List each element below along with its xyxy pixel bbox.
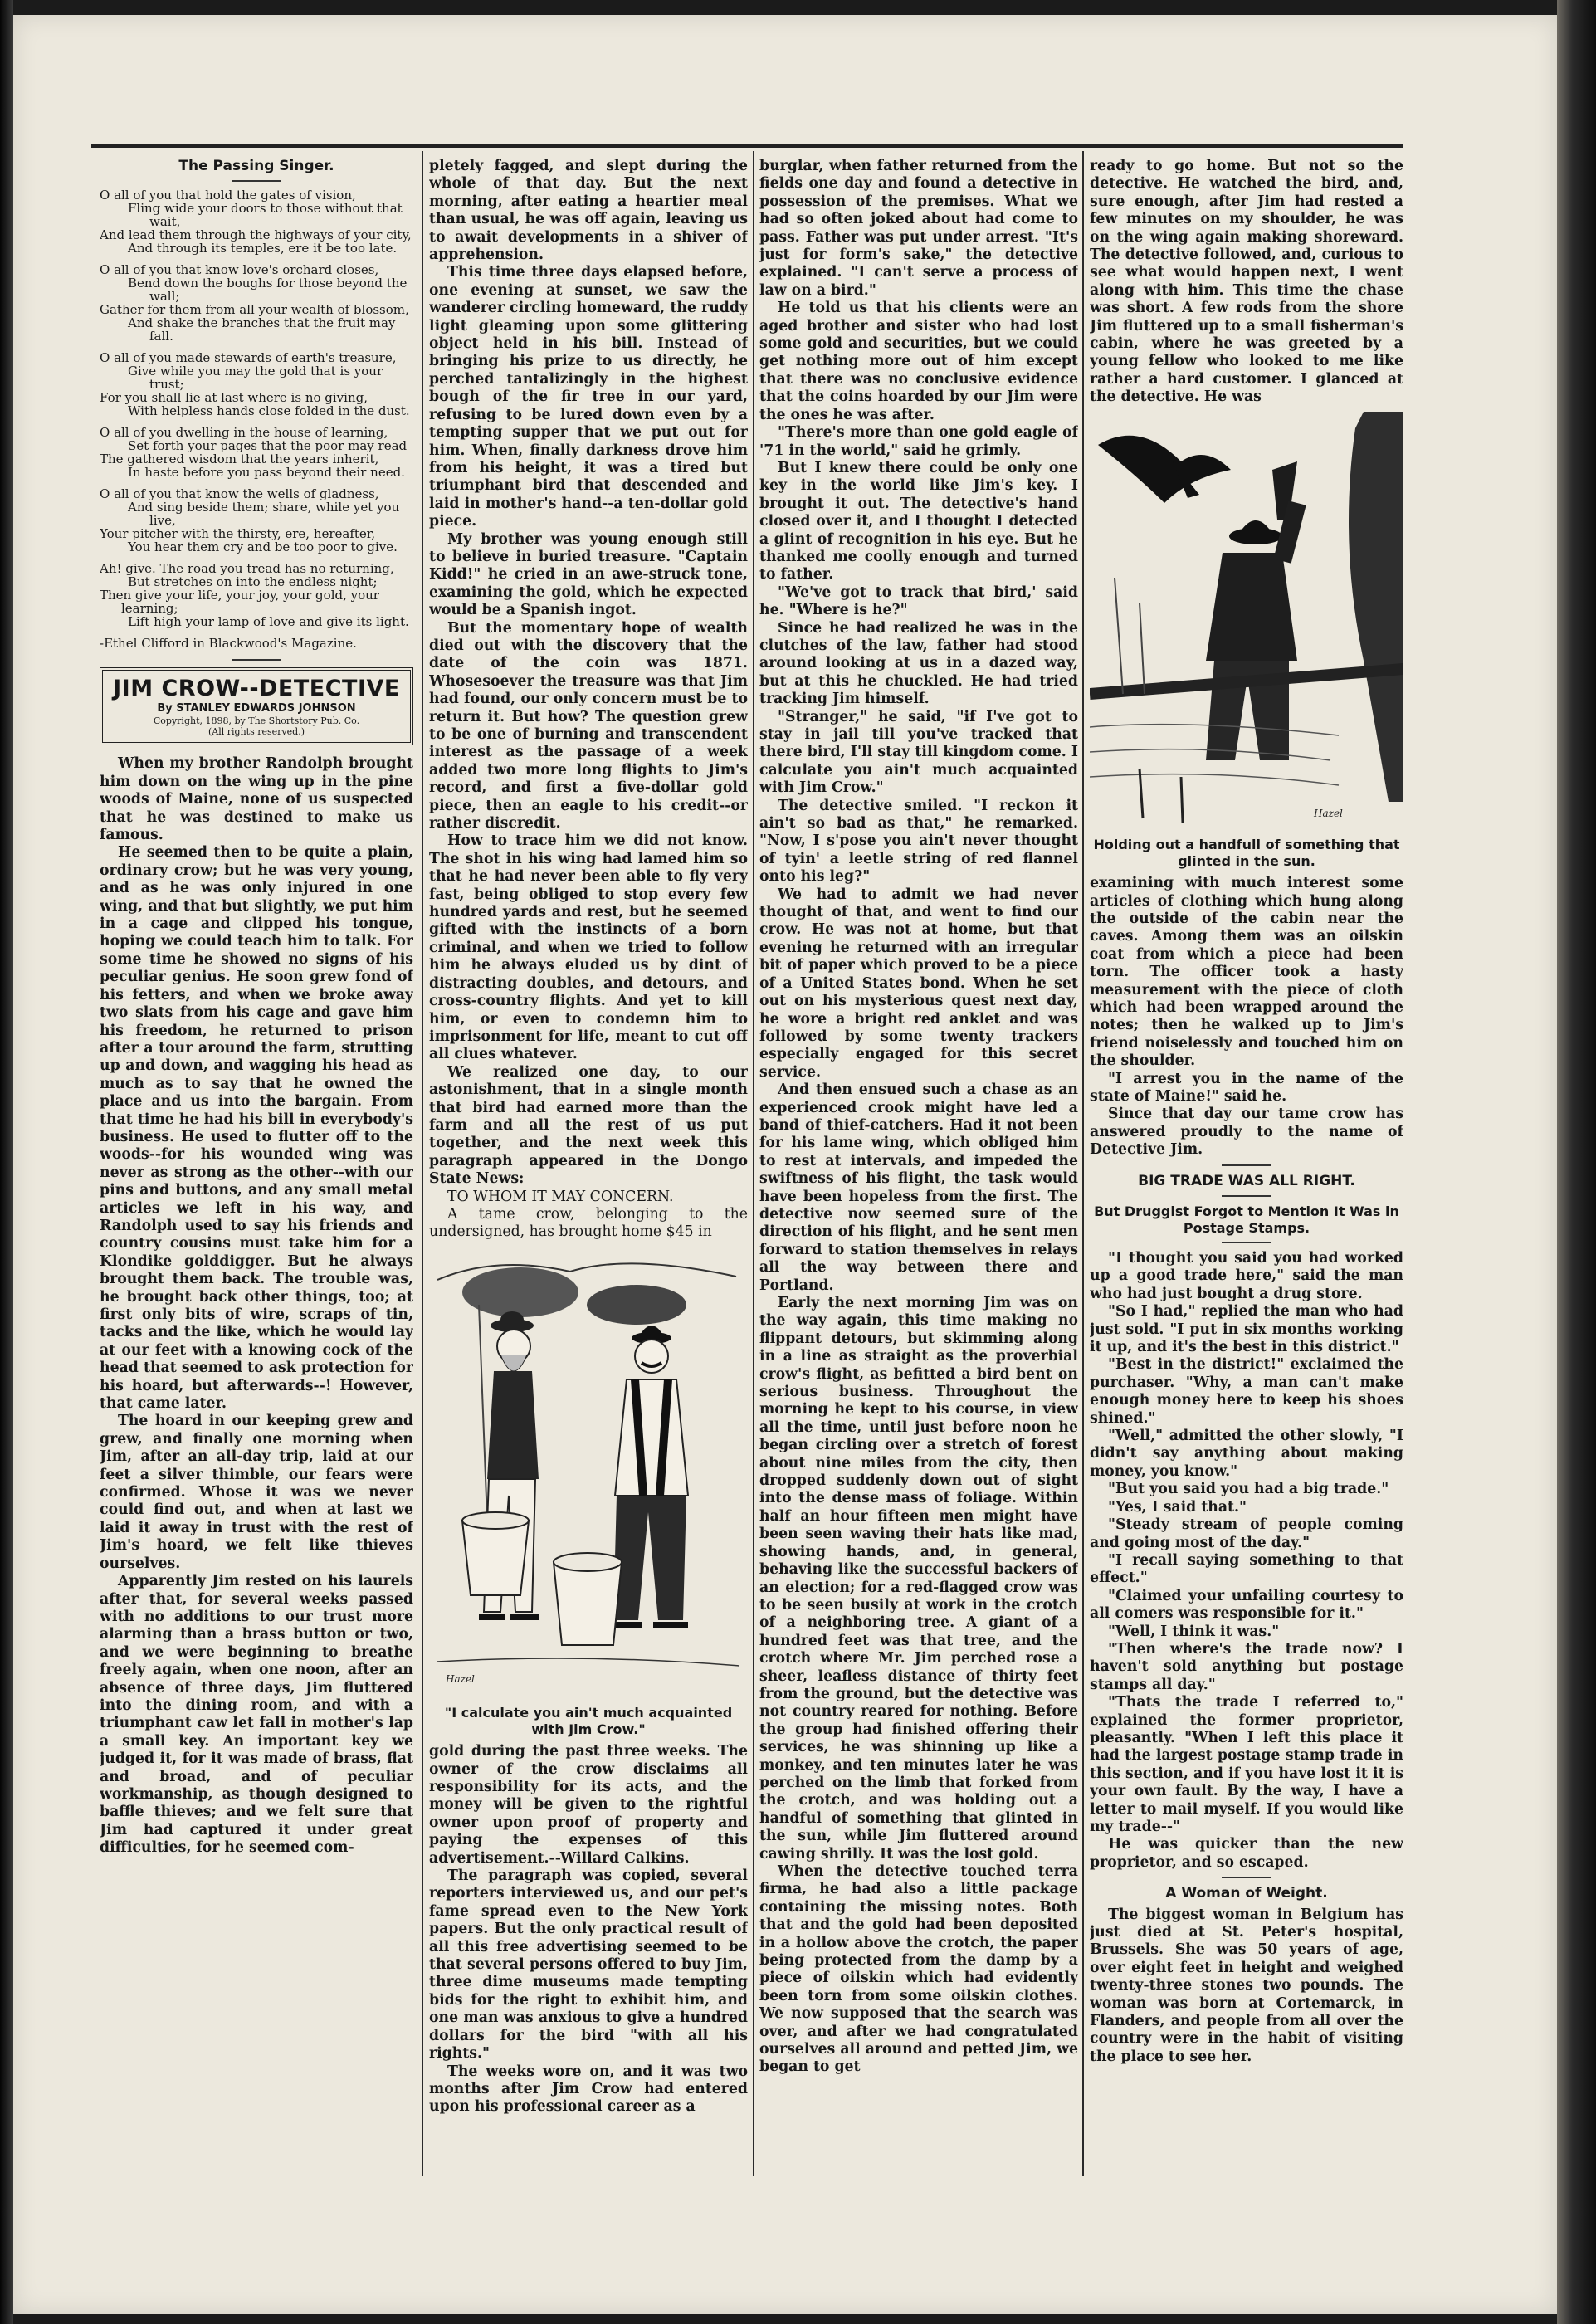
illustration-men-with-pails <box>429 1247 748 1700</box>
poem <box>100 188 413 628</box>
poem-line: You hear them cry and be too poor to give. <box>128 540 398 555</box>
paragraph: When the detective touched terra firma, he had also a little package containing the missing notes. Both that and the gold had been deposited in a hollow above the crotch, the paper being protected from the damp by a piece of oilskin which had evidently been torn from some oilskin clothes. We now supposed that the search was over, and after we had congratulated ourselves all around and petted Jim, we began to get <box>759 1863 1078 2076</box>
scan-right-edge <box>1557 0 1596 2324</box>
poem-stanza <box>100 426 413 479</box>
paragraph: "Then where's the trade now? I haven't sold anything but postage stamps all day." <box>1090 1640 1403 1693</box>
paragraph: "But you said you had a big trade." <box>1108 1481 1389 1498</box>
men-illustration <box>429 1247 748 1695</box>
paragraph: "There's more than one gold eagle of '71 in the world," said he grimly. <box>759 424 1078 459</box>
paragraph: Since he had realized he was in the clutches of the law, father had stood around looking at us in a dazed way, but at this he chuckled. He had tried tracking Jim himself. <box>759 619 1078 708</box>
paragraph: "I recall saying something to that effect." <box>1090 1551 1403 1587</box>
poem-line: But stretches on into the endless night; <box>128 574 378 590</box>
divider <box>1222 1164 1271 1166</box>
paragraph: Early the next morning Jim was on the way again, this time making no flippant detours, but skimming along in a line as straight as the proverbial crow's flight, as befitted a bird bent on serious business. Throughout the morning he kept to his course, in view all the time, until just before noon he began circling over a stretch of forest about nine miles from the city, then dropped suddenly down out of sight into the dense mass of foliage. Within half an hour fifteen men might have been seen waving their hats like mad, showing hands, and, in general, behaving like the successful backers of an election; for a red-flagged crow was to be seen busily at work in the crotch of a neighboring tree. A giant of a hundred feet was that tree, and the crotch where Mr. Jim perched rose a sheer, leafless distance of thirty feet from the ground, but the detective was not country reared for nothing. Before the group had finished offering their services, he was shinning up like a monkey, and ten minutes later he was perched on the limb that forked from the crotch, and was holding out a handful of something that glinted in the sun, while Jim fluttered around cawing shrilly. It was the lost gold. <box>759 1295 1078 1863</box>
poem-line: And shake the branches that the fruit may fall. <box>128 315 396 344</box>
poem-stanza <box>100 263 413 343</box>
poem-line: In haste before you pass beyond their need. <box>128 465 405 481</box>
paragraph: The paragraph was copied, several reporters interviewed us, and our pet's fame spread even to the New York papers. But the only practical result of all this free advertising seemed to be that several persons offered to buy Jim, three dime museums made tempting bids for the right to exhibit him, and one man was anxious to give a hundred dollars for the bird "with all his rights." <box>429 1868 748 2063</box>
poem-line: Fling wide your doors to those without that wait, <box>128 201 403 230</box>
paragraph: Since that day our tame crow has answered proudly to the name of Detective Jim. <box>1090 1106 1403 1159</box>
poem-line: For you shall lie at last where is no giving, <box>100 390 368 406</box>
poem-line: And lead them through the highways of your city, <box>100 227 412 243</box>
poem-line: Bend down the boughs for those beyond the wall; <box>128 276 408 305</box>
column-rule <box>422 151 423 2176</box>
divider <box>232 659 281 661</box>
poem-line: O all of you dwelling in the house of learning, <box>100 425 388 441</box>
poem-stanza <box>100 351 413 417</box>
paragraph: My brother was young enough still to believe in buried treasure. "Captain Kidd!" he cried in an awe-struck tone, examining the gold, which he expected would be a Spanish ingot. <box>429 530 748 619</box>
notice-heading: TO WHOM IT MAY CONCERN. <box>447 1188 674 1205</box>
poem-line: Your pitcher with the thirsty, ere, hereafter, <box>100 526 376 542</box>
story-title: JIM CROW--DETECTIVE <box>113 676 400 702</box>
story-rights: (All rights reserved.) <box>208 726 305 738</box>
poem-line: O all of you that know the wells of gladness, <box>100 486 379 502</box>
poem-line: Gather for them from all your wealth of blossom, <box>100 302 409 318</box>
svg-text:Hazel: Hazel <box>446 1672 475 1685</box>
story-copyright: Copyright, 1898, by The Shortstory Pub. Co. <box>153 715 360 727</box>
article-subtitle: But Druggist Forgot to Mention It Was in Postage Stamps. <box>1094 1204 1399 1236</box>
poem-stanza <box>100 487 413 554</box>
paragraph: "Well," admitted the other slowly, "I didn't say anything about making money, you know." <box>1090 1428 1403 1480</box>
paragraph: burglar, when father returned from the fields one day and found a detective in possession of the premises. What we had so often joked about had come to pass. Father was put under arrest. "It's just for form's sake," the detective explained. "I can't serve a process of law on a bird." <box>759 158 1078 299</box>
paragraph: He told us that his clients were an aged brother and sister who had lost some gold and securities, but we could get nothing more out of him except that there was no conclusive evidence that the coins hoarded by our Jim were the ones he was after. <box>759 300 1078 423</box>
paragraph: When my brother Randolph brought him down on the wing up in the pine woods of Maine, none of us suspected that he was destined to make us famous. <box>100 755 413 844</box>
article-title: A Woman of Weight. <box>1165 1885 1328 1902</box>
paragraph: We realized one day, to our astonishment, that in a single month that bird had earned more than the farm and all the rest of us put together, and the next week this paragraph appeared in the Dongo State News: <box>429 1063 748 1188</box>
divider <box>1222 1195 1271 1197</box>
paragraph: But the momentary hope of wealth died out with the discovery that the date of the coin was 1871. Whosesoever the treasure was that Jim had found, our only concern must be to return it. But how? The question grew to be one of burning and transcendent interest as the passage of a week added two more long flights to Jim's record, and first a five-dollar gold piece, then an eagle to his credit--or rather discredit. <box>429 619 748 832</box>
illustration-caption: Holding out a handfull of something that glinted in the sun. <box>1093 837 1400 870</box>
paragraph: "Yes, I said that." <box>1108 1498 1247 1516</box>
svg-text:Hazel: Hazel <box>1314 807 1343 819</box>
poem-line: O all of you that know love's orchard closes, <box>100 262 379 278</box>
poem-line: And sing beside them; share, while yet you live, <box>128 500 400 529</box>
poem-line: With helpless hands close folded in the dust. <box>128 403 410 419</box>
paragraph: pletely fagged, and slept during the whole of that day. But the next morning, after eating a heartier meal than usual, he was off again, leaving us to await developments in a shiver of apprehension. <box>429 158 748 264</box>
paragraph: "We've got to track that bird,' said he. "Where is he?" <box>759 583 1078 619</box>
paragraph: And then ensued such a chase as an experienced crook might have led a band of thief-catchers. Had it not been for his lame wing, which obliged him to rest at intervals, and impeded the swiftness of his flight, the task would have been hopeless from the first. The detective now seemed sure of the direction of his flight, and he sent men forward to station themselves in relays all the way between there and Portland. <box>759 1081 1078 1294</box>
column-2 <box>429 158 748 2175</box>
paragraph: "Claimed your unfailing courtesy to all comers was responsible for it." <box>1090 1587 1403 1623</box>
paragraph: Apparently Jim rested on his laurels after that, for several weeks passed with no additions to our trust more alarming than a brass button or two, and we were beginning to breathe freely again, when one noon, after an absence of three days, Jim fluttered into the dining room, and with a triumphant caw let fall in mother's lap a small key. An important key we judged it, for it was made of brass, flat and broad, and of peculiar workmanship, as though designed to baffle thieves; and we felt sure that Jim had captured it under great difficulties, for he seemed com- <box>100 1573 413 1857</box>
poem-line: And through its temples, ere it be too late. <box>128 241 398 256</box>
paragraph: He seemed then to be quite a plain, ordinary crow; but he was very young, and as he was only injured in one wing, and that but slightly, we put him in a cage and clipped his tongue, hoping we could teach him to talk. For some time he showed no signs of his peculiar genius. He soon grew fond of his fetters, and when we broke away two slats from his cage and gave him his freedom, he returned to prison after a tour around the farm, strutting up and down, and wagging his head as much as to say that he owned the place and us into the bargain. From that time he had his bill in everybody's business. He used to flutter off to the woods--for his wounded wing was never as strong as the other--with our pins and buttons, and any small metal articles we left in his way, and Randolph used to say his friends and country cousins must take him for a Klondike golddigger. But he always brought them back. The trouble was, he brought back other things, too; at first only bits of wire, scraps of tin, tacks and the like, which he would lay at our feet with a knowing cock of the head that seemed to ask protection for his hoard, but afterwards--! However, that came later. <box>100 844 413 1413</box>
poem-line: Set forth your pages that the poor may read <box>128 438 408 454</box>
column-3 <box>759 158 1078 2175</box>
divider <box>1222 1242 1271 1243</box>
paragraph: The weeks wore on, and it was two months after Jim Crow had entered upon his professional career as a <box>429 2063 748 2116</box>
article-title: BIG TRADE WAS ALL RIGHT. <box>1138 1172 1355 1189</box>
paragraph: This time three days elapsed before, one evening at sunset, we saw the wanderer circling homeward, the ruddy light gleaming upon some glittering object held in his bill. Instead of bringing his prize to us directly, he perched tantalizingly in the highest bough of the fir tree in our yard, refusing to be lured down even by a tempting supper that we put out for him. When, finally darkness drove him from his height, it was a tired but triumphant bird that descended and laid in mother's hand--a ten-dollar gold piece. <box>429 264 748 530</box>
story-title-box <box>100 667 413 745</box>
paragraph: examining with much interest some articles of clothing which hung along the outside of the cabin near the caves. Among them was an oilskin coat from which a piece had been torn. The officer took a hasty measurement with the piece of cloth which had been wrapped around the notes; then he walked up to Jim's friend noiselessly and touched him on the shoulder. <box>1090 875 1403 1070</box>
poem-credit: -Ethel Clifford in Blackwood's Magazine. <box>100 636 357 652</box>
paragraph: "Stranger," he said, "if I've got to stay in jail till you've tracked that there bird, I'll stay till kingdom come. I calculate you ain't much acquainted with Jim Crow." <box>759 708 1078 797</box>
notice-text: A tame crow, belonging to the undersigned, has brought home $45 in <box>429 1205 748 1241</box>
illustration-crow-and-man <box>1090 412 1403 832</box>
column-rule <box>753 151 754 2176</box>
divider <box>1222 1877 1271 1878</box>
paragraph: We had to admit we had never thought of that, and went to find our crow. He was not at home, but that evening he returned with an irregular bit of paper which proved to be a piece of a United States bond. When he set out on his mysterious quest next day, he wore a bright red anklet and was followed by some twenty trackers especially engaged for this secret service. <box>759 886 1078 1081</box>
poem-line: Give while you may the gold that is your trust; <box>128 364 383 393</box>
column-rule <box>1082 151 1084 2176</box>
paragraph: The detective smiled. "I reckon it ain't so bad as that," he remarked. "Now, I s'pose you ain't never thought of tyin' a leetle string of red flannel onto his leg?" <box>759 797 1078 886</box>
paragraph: "Well, I think it was." <box>1108 1623 1280 1640</box>
poem-line: The gathered wisdom that the years inherit, <box>100 452 379 467</box>
paragraph: "Thats the trade I referred to," explained the former proprietor, pleasantly. "When I left this place it had the largest postage stamp trade in this section, and if you have lost it it is your own fault. By the way, I have a letter to mail myself. If you would like my trade--" <box>1090 1694 1403 1835</box>
paragraph: "So I had," replied the man who had just sold. "I put in six months working it up, and it's the best in this district." <box>1090 1303 1403 1356</box>
poem-stanza <box>100 562 413 628</box>
column-4 <box>1090 158 1403 2175</box>
paragraph: "Steady stream of people coming and going most of the day." <box>1090 1516 1403 1551</box>
divider <box>232 180 281 182</box>
header-rule <box>91 144 1403 148</box>
poem-line: Ah! give. The road you tread has no returning, <box>100 561 394 577</box>
paragraph: The hoard in our keeping grew and grew, and finally one morning when Jim, after an all-day trip, laid at our feet a silver thimble, our fears were confirmed. Whose it was we never could find out, and when at last we laid it away in trust with the rest of Jim's hoard, we felt like thieves ourselves. <box>100 1413 413 1572</box>
poem-line: Then give your life, your joy, your gold, your learning; <box>100 588 379 617</box>
paragraph: "I thought you said you had worked up a good trade here," said the man who had just bought a drug store. <box>1090 1250 1403 1302</box>
paragraph: ready to go home. But not so the detective. He watched the bird, and, sure enough, after Jim had rested a few minutes on my shoulder, he was on the wing again making shoreward. The detective followed, and, curious to see what would happen next, I went along with him. This time the chase was short. A few rods from the shore Jim fluttered up to a small fisherman's cabin, where he was greeted by a young fellow who looked to me like rather a hard customer. I glanced at the detective. He was <box>1090 158 1403 406</box>
poem-stanza <box>100 188 413 255</box>
paragraph: But I knew there could be only one key in the world like Jim's key. I brought it out. The detective's hand closed over it, and I thought I detected a glint of recognition in his eye. But he thanked me coolly enough and turned to father. <box>759 459 1078 583</box>
paragraph: gold during the past three weeks. The owner of the crow disclaims all responsibility for its acts, and the money will be given to the rightful owner upon proof of property and paying the expenses of this advertisement.--Willard Calkins. <box>429 1743 748 1867</box>
paragraph: "Best in the district!" exclaimed the purchaser. "Why, a man can't make enough money here to keep his shoes shined." <box>1090 1356 1403 1427</box>
paragraph: He was quicker than the new proprietor, and so escaped. <box>1090 1836 1403 1871</box>
paragraph: How to trace him we did not know. The shot in his wing had lamed him so that he had never been able to fly very fast, being obliged to stop every few hundred yards and rest, but he seemed gifted with the instincts of a born criminal, and when we tried to follow him he always eluded us by dint of distracting doubles, and detours, and cross-country flights. And yet to kill him, or even to condemn him to imprisonment for life, meant to cut off all clues whatever. <box>429 832 748 1063</box>
column-1 <box>100 158 413 2175</box>
paragraph: The biggest woman in Belgium has just died at St. Peter's hospital, Brussels. She was 50 years of age, over eight feet in height and weighed twenty-three stones two pounds. The woman was born at Cortemarck, in Flanders, and people from all over the country were in the habit of visiting the place to see her. <box>1090 1906 1403 2065</box>
illustration-caption: "I calculate you ain't much acquainted with Jim Crow." <box>444 1705 733 1738</box>
scan-left-edge <box>0 0 13 2324</box>
crow-illustration <box>1090 412 1403 827</box>
poem-line: O all of you that hold the gates of vision, <box>100 188 356 203</box>
poem-title: The Passing Singer. <box>178 158 334 174</box>
story-byline: By STANLEY EDWARDS JOHNSON <box>157 702 356 715</box>
poem-line: Lift high your lamp of love and give its light. <box>128 614 409 630</box>
paragraph: "I arrest you in the name of the state of Maine!" said he. <box>1090 1070 1403 1105</box>
poem-line: O all of you made stewards of earth's treasure, <box>100 350 397 366</box>
